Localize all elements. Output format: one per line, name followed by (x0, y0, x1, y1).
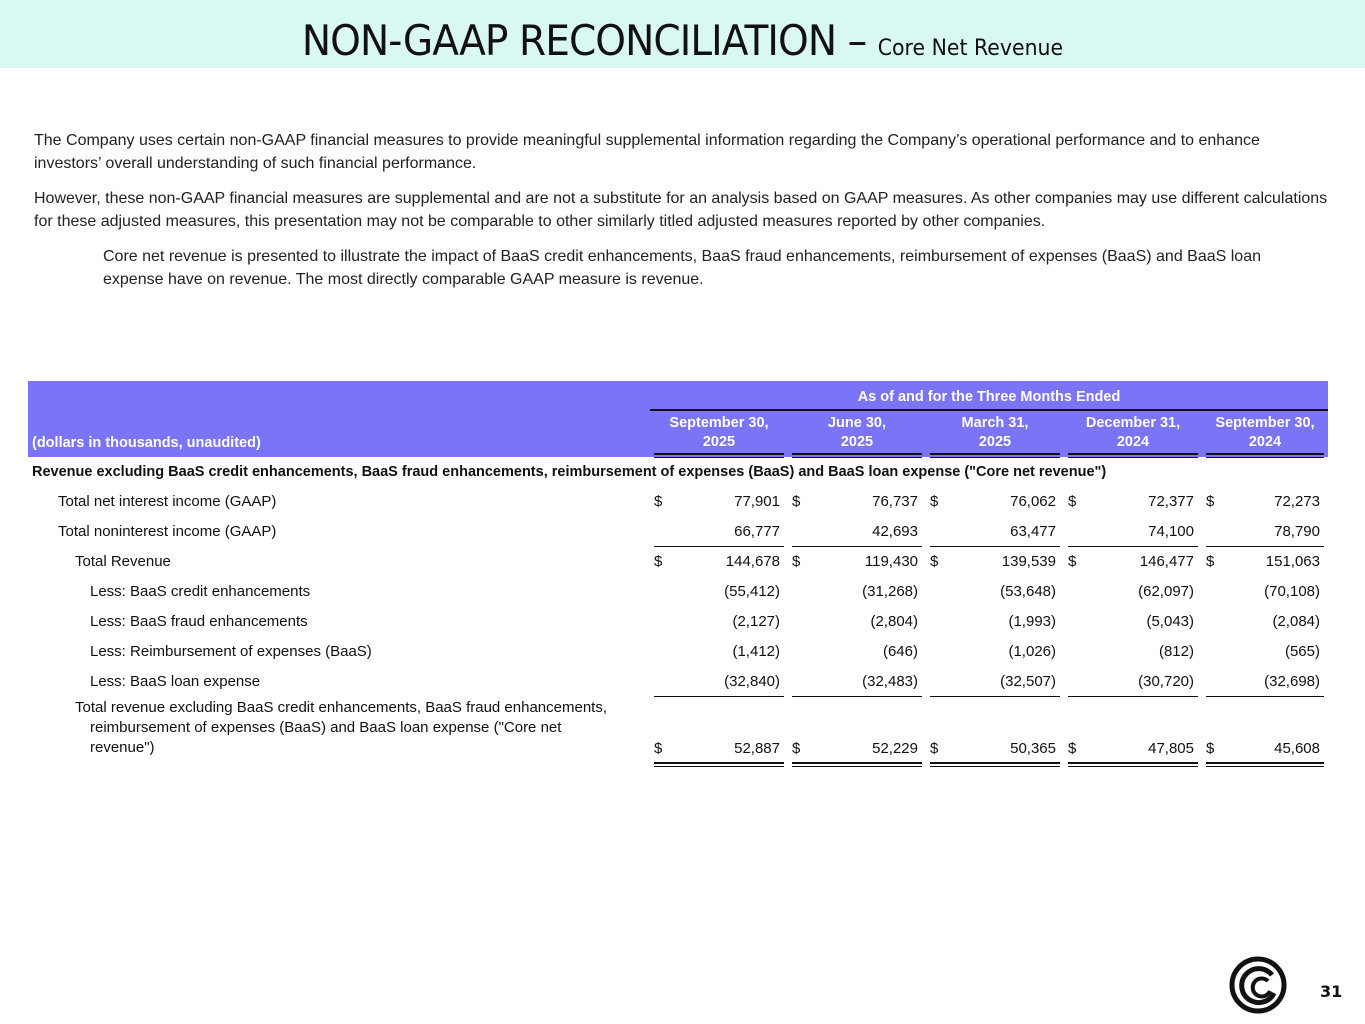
value: (32,507) (1000, 673, 1056, 690)
value-cell (650, 613, 788, 635)
value-cell (650, 643, 788, 665)
currency-symbol: $ (930, 553, 939, 570)
value: 52,229 (872, 740, 918, 757)
subtotal-rule (1068, 696, 1198, 697)
value: (2,084) (1272, 613, 1320, 630)
total-double-rule (654, 762, 784, 767)
table-row (28, 523, 1328, 545)
subtotal-rule (1206, 546, 1324, 547)
value-cell (1064, 553, 1202, 575)
subtotal-rule (1206, 696, 1324, 697)
value: (2,127) (732, 613, 780, 630)
currency-symbol: $ (930, 493, 939, 510)
row-label: Less: BaaS credit enhancements (90, 583, 311, 600)
row-label: Total noninterest income (GAAP) (58, 523, 277, 540)
column-header-rule (930, 453, 1060, 458)
value-cell (1064, 673, 1202, 695)
value-cell (650, 740, 788, 762)
subtotal-rule (930, 696, 1060, 697)
value: (565) (1284, 643, 1320, 660)
table-row (28, 643, 1328, 665)
row-label: Total net interest income (GAAP) (58, 493, 277, 510)
currency-symbol: $ (1068, 553, 1077, 570)
row-label: Less: Reimbursement of expenses (BaaS) (90, 643, 372, 660)
currency-symbol: $ (654, 553, 663, 570)
currency-symbol: $ (930, 740, 939, 757)
currency-symbol: $ (654, 740, 663, 757)
value-cell (788, 673, 926, 695)
total-double-rule (792, 762, 922, 767)
currency-symbol: $ (792, 553, 801, 570)
title-subtitle: Core Net Revenue (877, 36, 1064, 61)
currency-symbol: $ (792, 740, 801, 757)
row-label-line: reimbursement of expenses (BaaS) and BaaS loan expense ("Core net (90, 719, 562, 736)
value-cell (788, 493, 926, 515)
value: (32,483) (862, 673, 918, 690)
company-logo-icon (1228, 955, 1288, 1015)
page-number: 31 (1320, 982, 1343, 1001)
value: (2,804) (870, 613, 918, 630)
column-header (1064, 414, 1202, 452)
value: (31,268) (862, 583, 918, 600)
value: 146,477 (1139, 553, 1194, 570)
value: 151,063 (1265, 553, 1320, 570)
table-row (28, 493, 1328, 515)
value-cell (1202, 740, 1328, 762)
value-cell (926, 553, 1064, 575)
value: 74,100 (1148, 523, 1194, 540)
intro-paragraph-1: The Company uses certain non-GAAP financial measures to provide meaningful supplemental information regarding the Company’s operational performance and to enhance investors’ overall understanding of such financial performance. (34, 132, 1260, 172)
group-header: As of and for the Three Months Ended (857, 389, 1121, 405)
value: 63,477 (1010, 523, 1056, 540)
currency-symbol: $ (1206, 553, 1215, 570)
value: 66,777 (734, 523, 780, 540)
column-header-line1: March 31, (961, 415, 1029, 431)
value: (62,097) (1138, 583, 1194, 600)
column-header (788, 414, 926, 452)
column-header (650, 414, 788, 452)
column-header-rule (1068, 453, 1198, 458)
table-row (28, 553, 1328, 575)
value-cell (1202, 643, 1328, 665)
value: (32,840) (724, 673, 780, 690)
column-header-line2: 2025 (840, 434, 874, 450)
value-cell (926, 493, 1064, 515)
value: 76,737 (872, 493, 918, 510)
page-title (48, 16, 1317, 65)
row-label-line: Total revenue excluding BaaS credit enhancements, BaaS fraud enhancements, (75, 699, 608, 716)
intro-paragraph-3: Core net revenue is presented to illustrate the impact of BaaS credit enhancements, BaaS fraud enhancements, reimbursement of expenses (BaaS) and BaaS loan expense have on revenue. The most directly comparable GAAP measure is revenue. (103, 248, 1261, 288)
subtotal-rule (1068, 546, 1198, 547)
table-row (28, 613, 1328, 635)
table-row (28, 673, 1328, 695)
value-cell (650, 523, 788, 545)
value: 72,377 (1148, 493, 1194, 510)
subtotal-rule (930, 546, 1060, 547)
group-header-rule (650, 409, 1328, 411)
value: 77,901 (734, 493, 780, 510)
value-cell (926, 673, 1064, 695)
value: 42,693 (872, 523, 918, 540)
value: 45,608 (1274, 740, 1320, 757)
value-cell (788, 613, 926, 635)
value: 144,678 (725, 553, 780, 570)
value: 50,365 (1010, 740, 1056, 757)
value-cell (926, 583, 1064, 605)
subtotal-rule (792, 546, 922, 547)
value-cell (650, 553, 788, 575)
value-cell (1202, 493, 1328, 515)
value-cell (1202, 613, 1328, 635)
value-cell (926, 740, 1064, 762)
value: 78,790 (1274, 523, 1320, 540)
column-header-line1: September 30, (669, 415, 769, 431)
unit-label: (dollars in thousands, unaudited) (32, 435, 261, 451)
currency-symbol: $ (792, 493, 801, 510)
column-header-line1: September 30, (1215, 415, 1315, 431)
value-cell (926, 523, 1064, 545)
row-label-line: revenue") (90, 739, 155, 756)
column-header-rule (1206, 453, 1324, 458)
currency-symbol: $ (1206, 493, 1215, 510)
value: (1,026) (1008, 643, 1056, 660)
value: (1,412) (732, 643, 780, 660)
column-header-line2: 2025 (702, 434, 736, 450)
column-header-rule (654, 453, 784, 458)
value-cell (788, 523, 926, 545)
value-cell (788, 643, 926, 665)
table-header (28, 381, 1328, 457)
column-header-line2: 2024 (1116, 434, 1150, 450)
value-cell (1202, 523, 1328, 545)
value: (30,720) (1138, 673, 1194, 690)
row-label: Less: BaaS fraud enhancements (90, 613, 308, 630)
value-cell (926, 613, 1064, 635)
subtotal-rule (792, 696, 922, 697)
value-cell (1064, 613, 1202, 635)
value-cell (788, 740, 926, 762)
subtotal-rule (654, 546, 784, 547)
value-cell (1064, 523, 1202, 545)
value: (646) (882, 643, 918, 660)
table-row-total (28, 699, 1328, 761)
total-double-rule (1206, 762, 1324, 767)
section-title: Revenue excluding BaaS credit enhancements, BaaS fraud enhancements, reimbursement of expenses (BaaS) and BaaS loan expense ("Core net revenue") (32, 464, 1107, 480)
value: 76,062 (1010, 493, 1056, 510)
value-cell (1202, 583, 1328, 605)
value: (1,993) (1008, 613, 1056, 630)
value-cell (1202, 553, 1328, 575)
value: 139,539 (1001, 553, 1056, 570)
value: 72,273 (1274, 493, 1320, 510)
column-header (1202, 414, 1328, 452)
value-cell (650, 673, 788, 695)
value: (70,108) (1264, 583, 1320, 600)
title-main: NON-GAAP RECONCILIATION – (301, 16, 867, 65)
value-cell (1064, 643, 1202, 665)
value: (5,043) (1146, 613, 1194, 630)
value-cell (926, 643, 1064, 665)
row-label: Total Revenue (75, 553, 171, 570)
value: 119,430 (864, 553, 918, 570)
value-cell (650, 493, 788, 515)
column-header-line1: December 31, (1085, 415, 1181, 431)
column-header-line1: June 30, (827, 415, 887, 431)
currency-symbol: $ (1068, 493, 1077, 510)
currency-symbol: $ (1068, 740, 1077, 757)
value-cell (1064, 493, 1202, 515)
total-double-rule (1068, 762, 1198, 767)
column-header-line2: 2025 (978, 434, 1012, 450)
value-cell (1064, 583, 1202, 605)
column-header-rule (792, 453, 922, 458)
value-cell (650, 583, 788, 605)
column-header (926, 414, 1064, 452)
value: (812) (1158, 643, 1194, 660)
value: (53,648) (1000, 583, 1056, 600)
total-double-rule (930, 762, 1060, 767)
currency-symbol: $ (654, 493, 663, 510)
value: 47,805 (1148, 740, 1194, 757)
value: (55,412) (724, 583, 780, 600)
row-label: Less: BaaS loan expense (90, 673, 261, 690)
value-cell (788, 553, 926, 575)
subtotal-rule (654, 696, 784, 697)
intro-paragraph-2: However, these non-GAAP financial measures are supplemental and are not a substitute for an analysis based on GAAP measures. As other companies may use different calculations for these adjusted measures, this presentation may not be comparable to other similarly titled adjusted measures reported by other companies. (34, 190, 1328, 230)
value-cell (788, 583, 926, 605)
value: (32,698) (1264, 673, 1320, 690)
value-cell (1202, 673, 1328, 695)
value: 52,887 (734, 740, 780, 757)
column-header-line2: 2024 (1248, 434, 1282, 450)
value-cell (1064, 740, 1202, 762)
currency-symbol: $ (1206, 740, 1215, 757)
table-row (28, 583, 1328, 605)
